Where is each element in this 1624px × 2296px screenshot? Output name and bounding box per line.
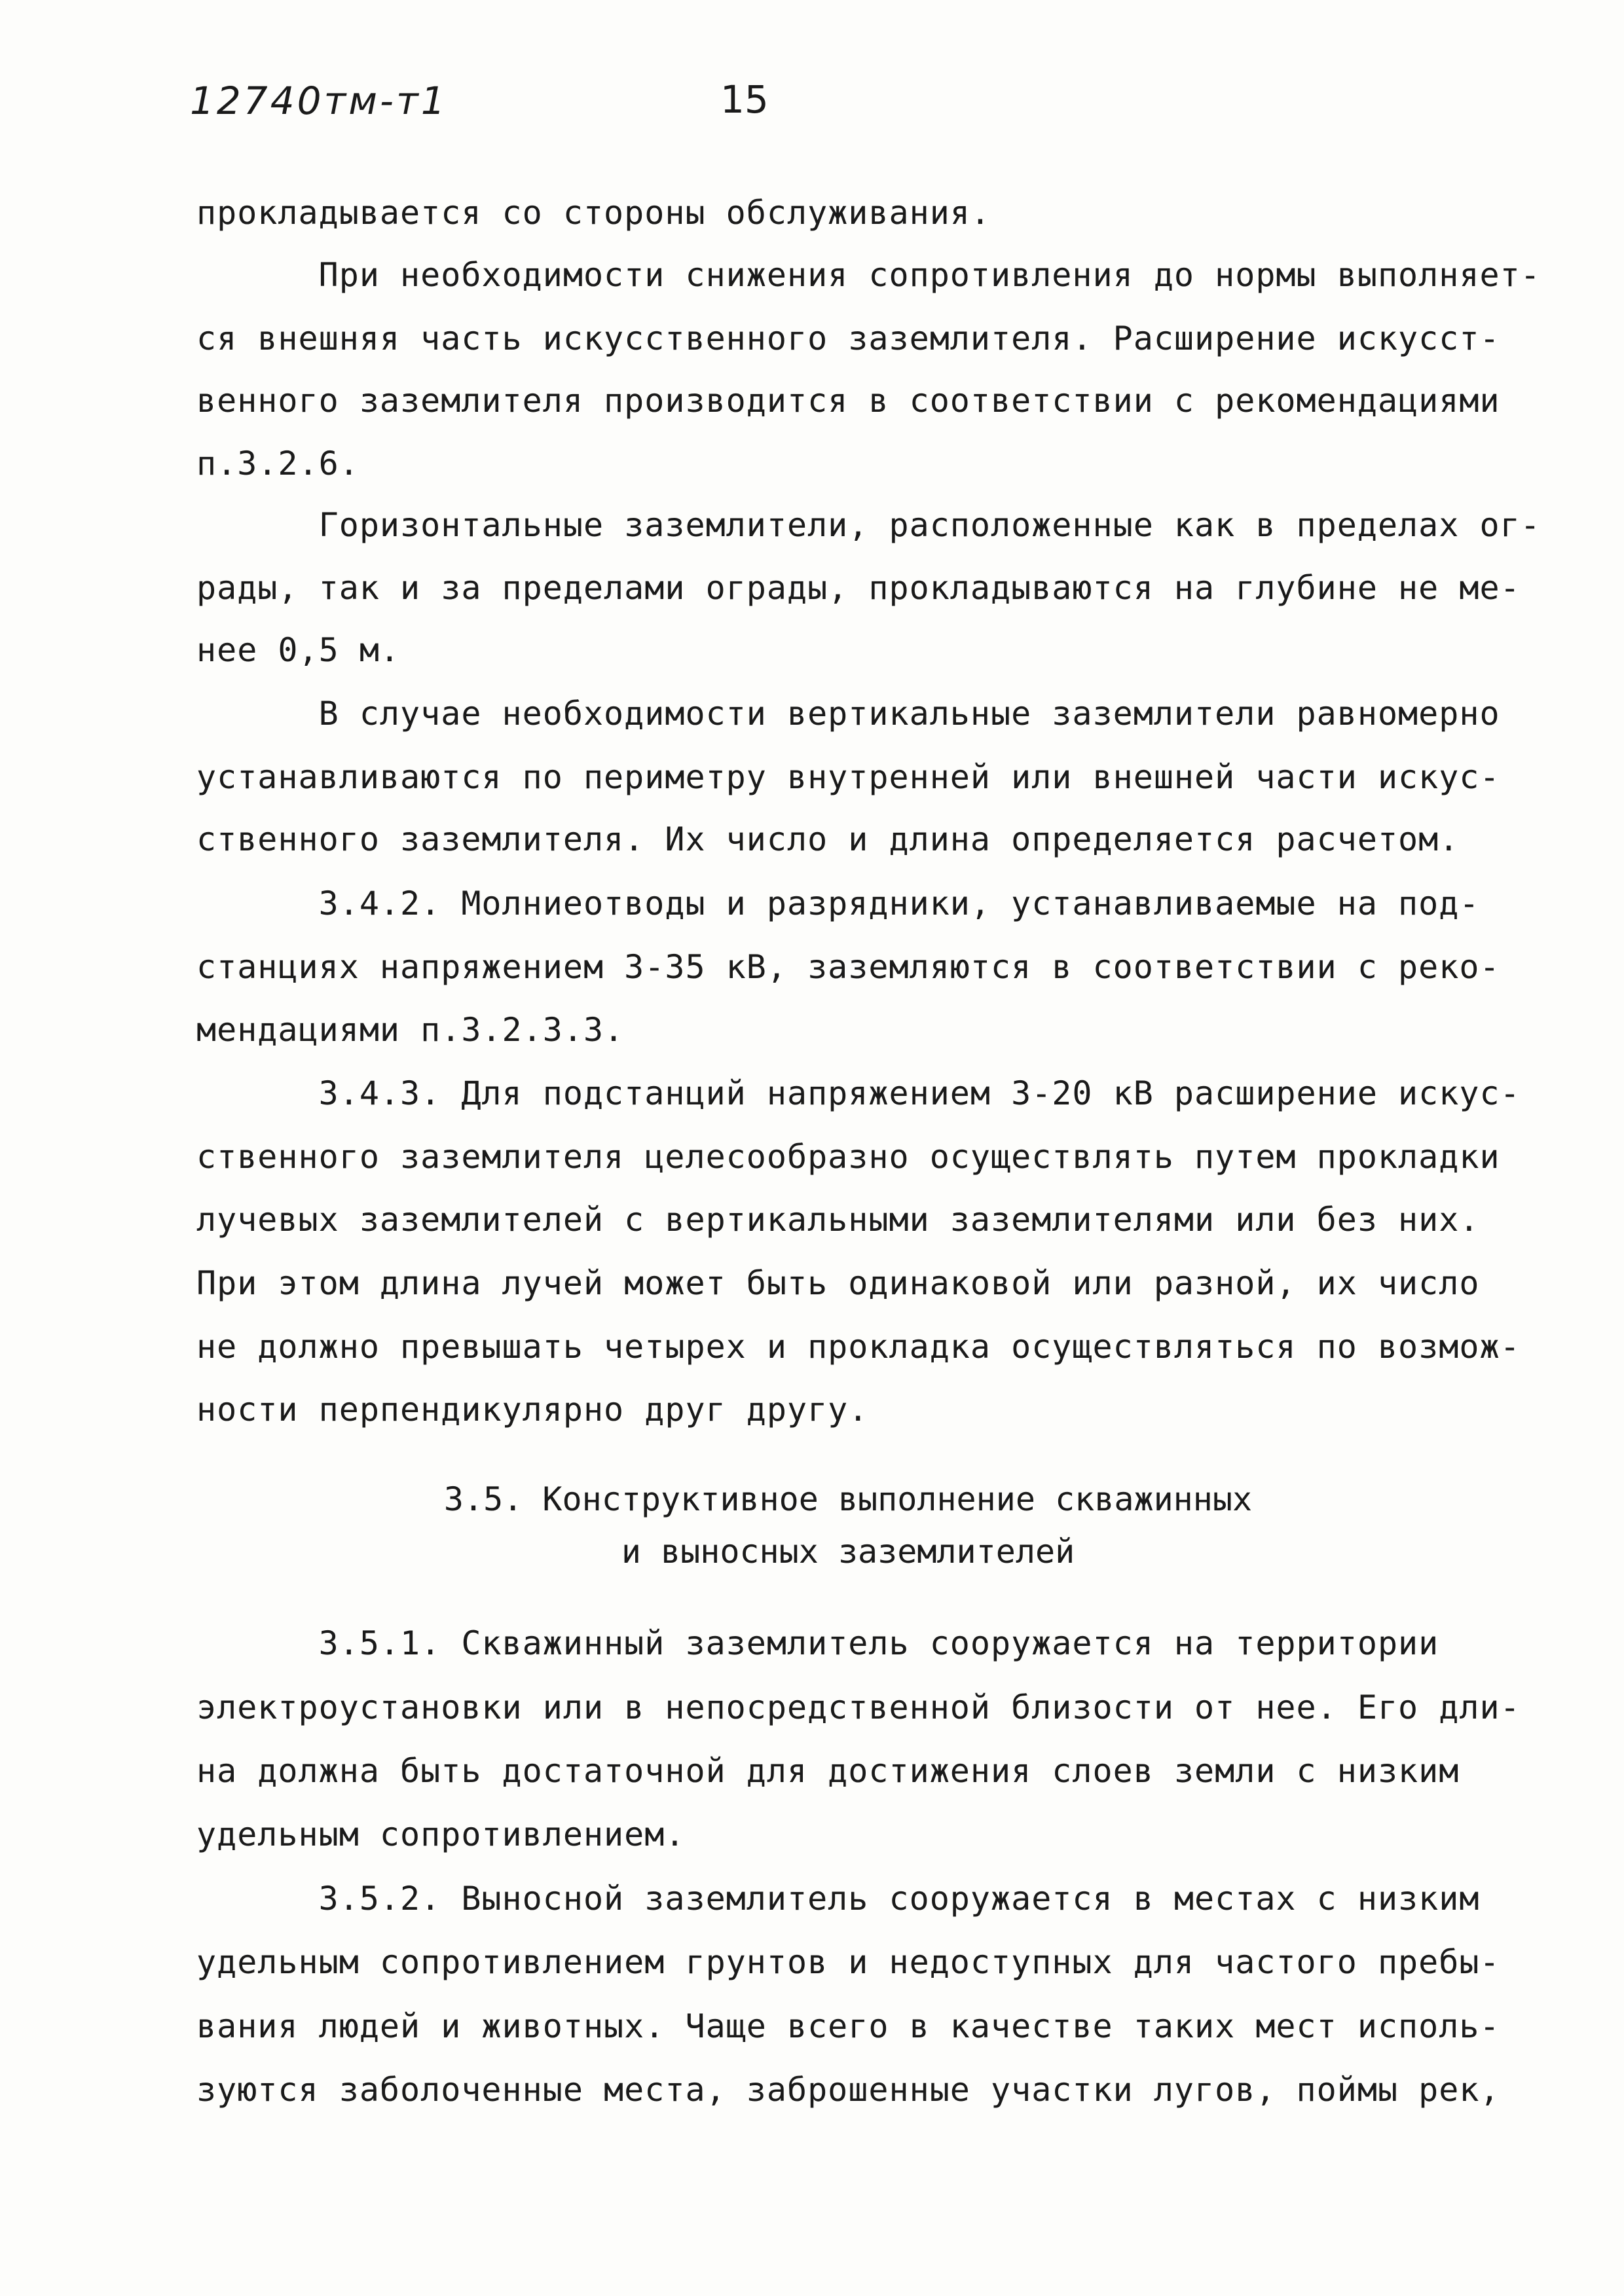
text-line: устанавливаются по периметру внутренней или внешней части искус- [196, 758, 1500, 796]
section-heading-line1: 3.5. Конструктивное выполнение скважинных [443, 1480, 1253, 1518]
text-line: В случае необходимости вертикальные заземлители равномерно [196, 695, 1500, 733]
text-line: мендациями п.3.2.3.3. [196, 1011, 625, 1049]
text-line: п.3.2.6. [196, 445, 360, 483]
page-number: 15 [720, 77, 769, 122]
text-line: 3.4.3. Для подстанций напряжением 3-20 кВ расширение искус- [196, 1074, 1521, 1112]
text-line: вания людей и животных. Чаще всего в качестве таких мест исполь- [196, 2007, 1500, 2045]
document-code: 12740тм-т1 [190, 79, 448, 123]
section-heading-line2: и выносных заземлителей [621, 1533, 1075, 1571]
text-line: прокладывается со стороны обслуживания. [196, 194, 991, 232]
text-line: При необходимости снижения сопротивления до нормы выполняет- [196, 256, 1541, 294]
text-line: При этом длина лучей может быть одинаковой или разной, их число [196, 1264, 1480, 1302]
text-line: зуются заболоченные места, заброшенные участки лугов, поймы рек, [196, 2071, 1500, 2109]
text-line: Горизонтальные заземлители, расположенные как в пределах ог- [196, 506, 1541, 544]
text-line: ся внешняя часть искусственного заземлителя. Расширение искусст- [196, 319, 1500, 357]
text-line: 3.4.2. Молниеотводы и разрядники, устанавливаемые на под- [196, 884, 1480, 922]
text-line: нее 0,5 м. [196, 631, 401, 669]
text-line: не должно превышать четырех и прокладка осуществляться по возмож- [196, 1328, 1521, 1366]
text-line: 3.5.1. Скважинный заземлитель сооружается на территории [196, 1624, 1439, 1662]
text-line: удельным сопротивлением грунтов и недоступных для частого пребы- [196, 1943, 1500, 1981]
text-line: удельным сопротивлением. [196, 1815, 686, 1853]
text-line: венного заземлителя производится в соответствии с рекомендациями [196, 382, 1500, 420]
text-line: ственного заземлителя целесообразно осуществлять путем прокладки [196, 1138, 1500, 1176]
text-line: 3.5.2. Выносной заземлитель сооружается в местах с низким [196, 1880, 1480, 1918]
text-line: лучевых заземлителей с вертикальными заземлителями или без них. [196, 1201, 1480, 1239]
text-line: рады, так и за пределами ограды, прокладываются на глубине не ме- [196, 569, 1521, 607]
text-line: станциях напряжением 3-35 кВ, заземляются в соответствии с реко- [196, 948, 1500, 986]
text-line: на должна быть достаточной для достижения слоев земли с низким [196, 1752, 1460, 1790]
text-line: ности перпендикулярно друг другу. [196, 1391, 869, 1429]
text-line: электроустановки или в непосредственной близости от нее. Его дли- [196, 1688, 1521, 1726]
text-line: ственного заземлителя. Их число и длина определяется расчетом. [196, 820, 1460, 858]
